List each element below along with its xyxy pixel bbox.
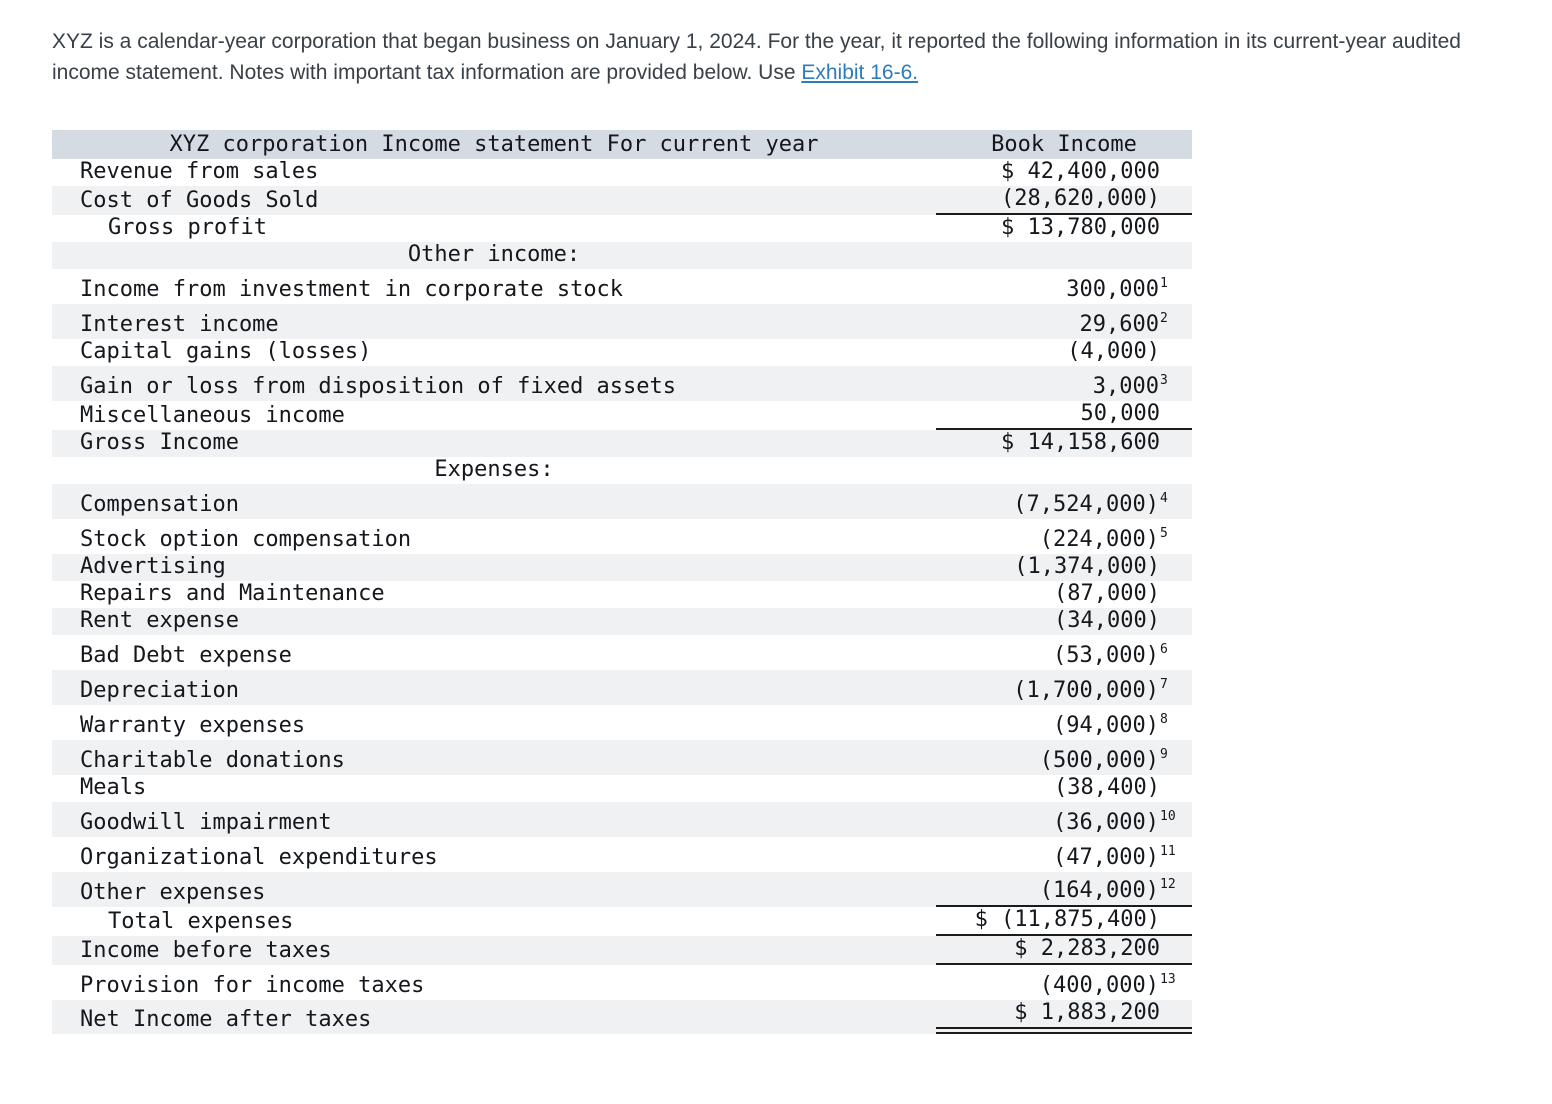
table-row <box>52 635 1192 670</box>
row-amount: 300,0001 <box>1066 276 1168 302</box>
row-amount: (94,000)8 <box>1053 712 1168 738</box>
table-row <box>52 430 1192 457</box>
row-amount <box>936 430 1192 457</box>
table-row <box>52 339 1192 366</box>
amount-value: $ (11,875,400) <box>974 907 1160 932</box>
amount-value: (164,000) <box>1039 878 1159 903</box>
amount-value: $ 13,780,000 <box>1001 215 1160 240</box>
row-amount: (500,000)9 <box>1039 747 1168 773</box>
amount-value: (36,000) <box>1053 810 1159 835</box>
table-row <box>52 215 1192 242</box>
amount-value: $ 2,283,200 <box>1014 936 1160 961</box>
row-amount <box>936 186 1192 215</box>
row-label: Meals <box>80 775 147 800</box>
row-amount: (224,000)5 <box>1039 526 1168 552</box>
table-row <box>52 269 1192 304</box>
row-label: Gross Income <box>80 430 239 455</box>
row-amount <box>936 401 1192 430</box>
row-amount <box>936 775 1192 802</box>
amount-value: (400,000) <box>1039 973 1159 998</box>
row-label: Cost of Goods Sold <box>80 188 319 213</box>
row-amount: (47,000)11 <box>1053 844 1176 870</box>
amount-value: (47,000) <box>1053 845 1159 870</box>
row-amount: 3,0003 <box>1092 373 1168 399</box>
table-row <box>52 872 1192 907</box>
exhibit-link[interactable]: Exhibit 16-6. <box>801 61 919 84</box>
amount-value: 3,000 <box>1092 374 1159 399</box>
row-amount <box>936 267 1192 269</box>
row-amount <box>936 159 1192 186</box>
row-amount <box>936 581 1192 608</box>
amount-value: (38,400) <box>1054 775 1160 800</box>
income-table-body <box>52 159 1192 1034</box>
column-header-book-income: Book Income <box>991 132 1137 157</box>
row-label: Capital gains (losses) <box>80 339 372 364</box>
row-label: Other expenses <box>80 880 266 905</box>
table-row <box>52 775 1192 802</box>
amount-value: (4,000) <box>1067 339 1160 364</box>
amount-value: 50,000 <box>1080 401 1160 426</box>
row-label: Bad Debt expense <box>80 643 292 668</box>
row-amount: (1,700,000)7 <box>1013 677 1168 703</box>
row-amount <box>936 936 1192 965</box>
row-amount: (400,000)13 <box>1039 972 1176 998</box>
table-header-row <box>52 130 1192 159</box>
amount-value: (1,700,000) <box>1013 678 1159 703</box>
intro-text: XYZ is a calendar-year corporation that began business on January 1, 2024. For the year, it reported the following information in its current-year audited income statement. Notes with important tax information are provided below. Use <box>52 30 1461 84</box>
table-row <box>52 936 1192 965</box>
amount-value: $ 42,400,000 <box>1001 159 1160 184</box>
amount-value: (1,374,000) <box>1014 554 1160 579</box>
table-row <box>52 670 1192 705</box>
table-row <box>52 554 1192 581</box>
table-row <box>52 186 1192 215</box>
section-row <box>52 457 1192 484</box>
row-amount <box>936 608 1192 635</box>
amount-value: (7,524,000) <box>1013 492 1159 517</box>
row-label: Revenue from sales <box>80 159 319 184</box>
table-row <box>52 965 1192 1000</box>
row-label: Income from investment in corporate stock <box>80 277 624 302</box>
row-amount: (164,000)12 <box>936 878 1192 907</box>
amount-value: $ 1,883,200 <box>1014 1000 1160 1025</box>
table-row <box>52 740 1192 775</box>
amount-value: (28,620,000) <box>1001 186 1160 211</box>
row-label: Interest income <box>80 312 279 337</box>
row-amount <box>936 907 1192 936</box>
row-amount <box>936 1000 1192 1034</box>
table-row <box>52 401 1192 430</box>
row-label: Advertising <box>80 554 226 579</box>
row-amount <box>936 482 1192 484</box>
row-label: Gross profit <box>108 215 267 240</box>
table-row <box>52 519 1192 554</box>
row-label: Stock option compensation <box>80 527 412 552</box>
section-label: Other income: <box>407 242 581 267</box>
table-title: XYZ corporation Income statement For current year <box>169 132 819 157</box>
row-amount <box>936 554 1192 581</box>
section-row <box>52 242 1192 269</box>
amount-value: (500,000) <box>1039 748 1159 773</box>
table-row <box>52 802 1192 837</box>
row-label: Rent expense <box>80 608 239 633</box>
row-label: Goodwill impairment <box>80 810 332 835</box>
table-row <box>52 366 1192 401</box>
amount-value: (87,000) <box>1054 581 1160 606</box>
amount-value: (53,000) <box>1053 643 1159 668</box>
income-statement-table <box>52 130 1192 1034</box>
row-label: Repairs and Maintenance <box>80 581 385 606</box>
row-label: Charitable donations <box>80 748 345 773</box>
table-row <box>52 304 1192 339</box>
intro-paragraph <box>52 26 1514 88</box>
row-label: Total expenses <box>108 909 294 934</box>
amount-value: (94,000) <box>1053 713 1159 738</box>
amount-value: 300,000 <box>1066 277 1159 302</box>
row-label: Miscellaneous income <box>80 403 345 428</box>
row-label: Income before taxes <box>80 938 332 963</box>
row-amount: (36,000)10 <box>1053 809 1176 835</box>
amount-value: 29,600 <box>1079 312 1159 337</box>
table-row <box>52 484 1192 519</box>
table-row <box>52 159 1192 186</box>
row-label: Depreciation <box>80 678 239 703</box>
row-amount: 29,6002 <box>1079 311 1168 337</box>
row-amount <box>936 339 1192 366</box>
amount-value: $ 14,158,600 <box>1001 430 1160 455</box>
row-label: Compensation <box>80 492 239 517</box>
table-row <box>52 705 1192 740</box>
table-row <box>52 837 1192 872</box>
amount-value: (34,000) <box>1054 608 1160 633</box>
row-label: Warranty expenses <box>80 713 306 738</box>
row-label: Gain or loss from disposition of fixed assets <box>80 374 677 399</box>
amount-value: (224,000) <box>1039 527 1159 552</box>
row-label: Net Income after taxes <box>80 1007 372 1032</box>
row-amount: (7,524,000)4 <box>1013 491 1168 517</box>
row-label: Organizational expenditures <box>80 845 438 870</box>
section-label: Expenses: <box>434 457 554 482</box>
table-row <box>52 608 1192 635</box>
table-row <box>52 1000 1192 1034</box>
table-row <box>52 581 1192 608</box>
table-row <box>52 907 1192 936</box>
row-label: Provision for income taxes <box>80 973 425 998</box>
row-amount <box>936 215 1192 242</box>
row-amount: (53,000)6 <box>1053 642 1168 668</box>
